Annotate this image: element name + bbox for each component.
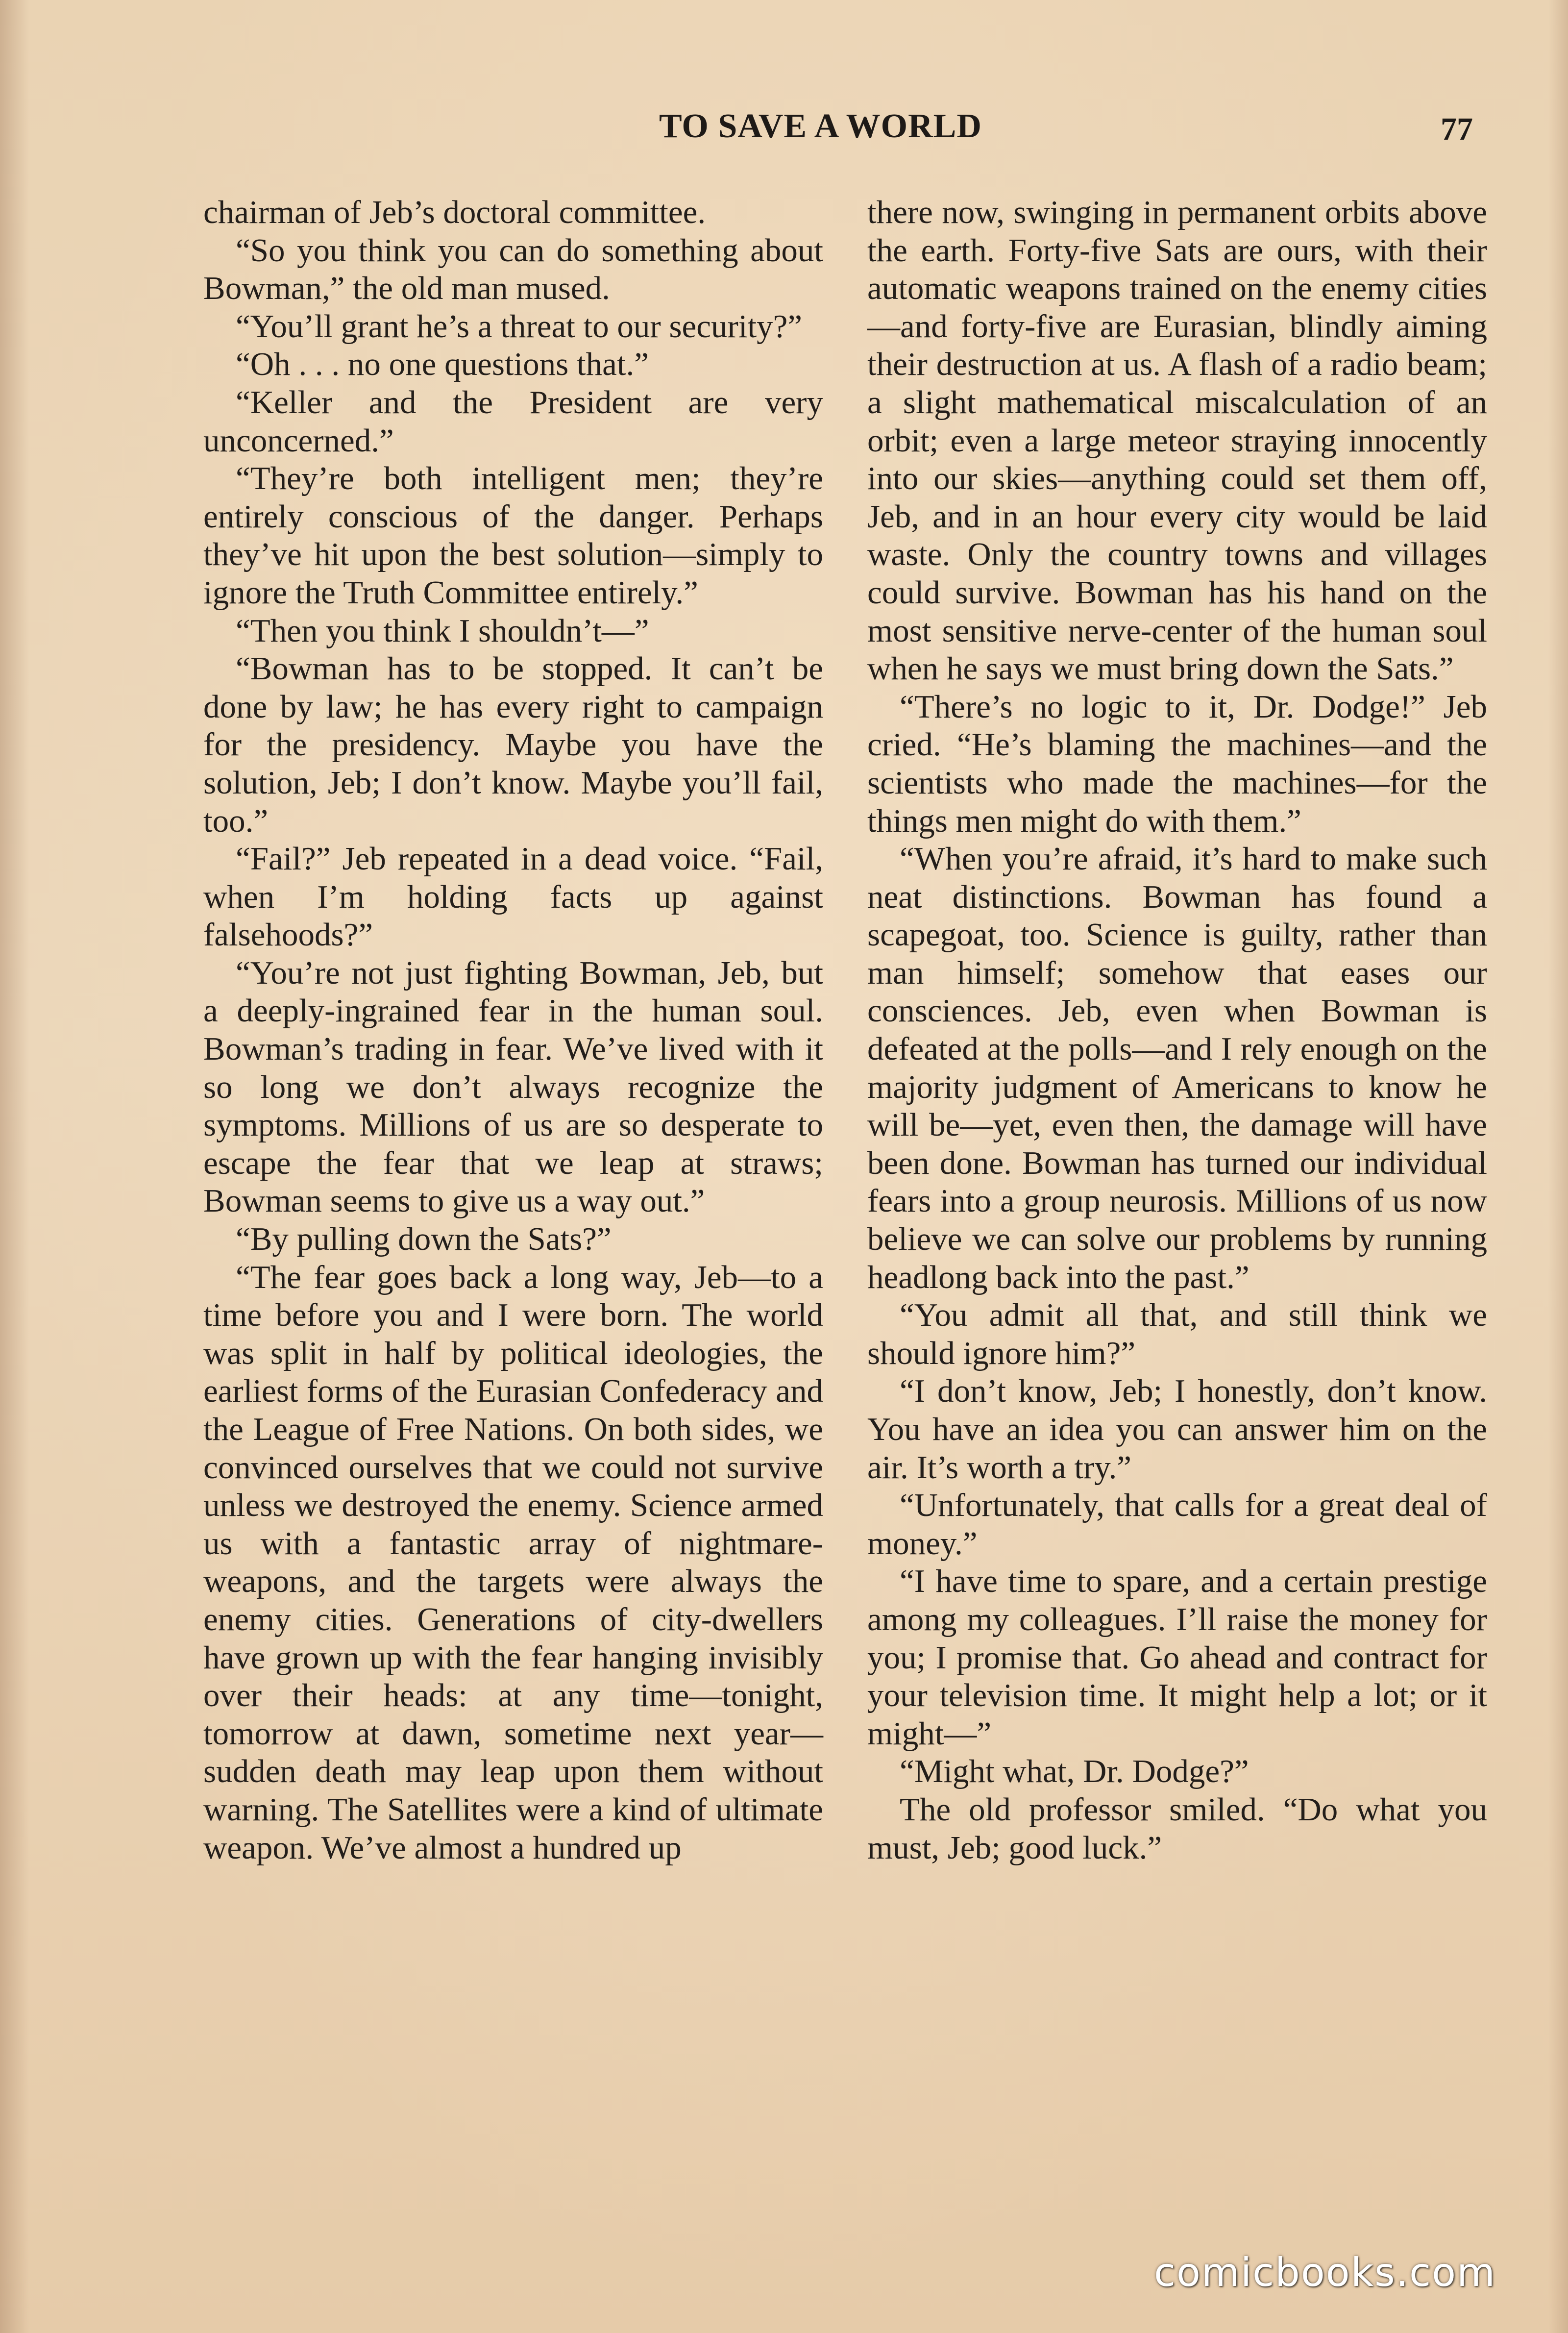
paragraph: “Bowman has to be stopped. It can’t be done by law; he has every right to campaign for the presidency. Maybe you have the solution, Jeb; I don’t know. Maybe you’ll fail, too.” xyxy=(203,650,823,839)
page-header xyxy=(0,107,1568,156)
paragraph: “You admit all that, and still think we should ignore him?” xyxy=(867,1297,1487,1371)
paragraph: “Might what, Dr. Dodge?” xyxy=(900,1753,1249,1790)
paragraph: “Then you think I shouldn’t—” xyxy=(236,612,649,649)
paragraph: “There’s no logic to it, Dr. Dodge!” Jeb cried. “He’s blaming the machines—and the scientists who made the machines—for the things men might do with them.” xyxy=(867,688,1487,839)
paragraph: “So you think you can do something about Bowman,” the old man mused. xyxy=(203,232,823,307)
paragraph: chairman of Jeb’s doctoral committee. xyxy=(203,194,706,230)
right-column xyxy=(867,194,1487,1867)
left-column xyxy=(203,194,823,1867)
paragraph: “By pulling down the Sats?” xyxy=(236,1221,612,1258)
paragraph: there now, swinging in permanent orbits above the earth. Forty-five Sats are ours, with their automatic weapons trained on the enemy cities—and forty-five are Eurasian, blindly aiming their destruction at us. A flash of a radio beam; a slight mathematical miscalculation of an orbit; even a large meteor straying innocently into our skies—anything could set them off, Jeb, and in an hour every city would be laid waste. Only the country towns and villages could survive. Bowman has his hand on the most sensitive nerve-center of the human soul when he says we must bring down the Sats.” xyxy=(867,194,1487,687)
paragraph: “Keller and the President are very unconcerned.” xyxy=(203,384,823,459)
paragraph: “Unfortunately, that calls for a great deal of money.” xyxy=(867,1487,1487,1562)
running-title: TO SAVE A WORLD xyxy=(659,107,982,145)
watermark: comicbooks.com xyxy=(1154,2250,1496,2295)
paragraph: “Oh . . . no one questions that.” xyxy=(236,346,649,383)
paragraph: “Fail?” Jeb repeated in a dead voice. “Fail, when I’m holding facts up against falsehoods?” xyxy=(203,841,823,953)
paragraph: “I have time to spare, and a certain prestige among my colleagues. I’ll raise the money for you; I promise that. Go ahead and contract for your television time. It might help a lot; or it might—” xyxy=(867,1563,1487,1752)
page-number: 77 xyxy=(1441,111,1473,147)
paragraph: The old professor smiled. “Do what you must, Jeb; good luck.” xyxy=(867,1791,1487,1866)
paragraph: “The fear goes back a long way, Jeb—to a time before you and I were born. The world was split in half by political ideologies, the earliest forms of the Eurasian Confederacy and the League of Free Nations. On both sides, we convinced ourselves that we could not survive unless we destroyed the enemy. Science armed us with a fantastic array of nightmare-weapons, and the targets were always the enemy cities. Generations of city-dwellers have grown up with the fear hanging invisibly over their heads: at any time—tonight, tomorrow at dawn, sometime next year—sudden death may leap upon them without warning. The Satellites were a kind of ultimate weapon. We’ve almost a hundred up xyxy=(203,1259,823,1866)
paragraph: “When you’re afraid, it’s hard to make such neat distinctions. Bowman has found a scapegoat, too. Science is guilty, rather than man himself; somehow that eases our consciences. Jeb, even when Bowman is defeated at the polls—and I rely enough on the majority judgment of Americans to know he will be—yet, even then, the damage will have been done. Bowman has turned our individual fears into a group neurosis. Millions of us now believe we can solve our problems by running headlong back into the past.” xyxy=(867,841,1487,1295)
paragraph: “They’re both intelligent men; they’re entirely conscious of the danger. Perhaps they’ve hit upon the best solution—simply to ignore the Truth Committee entirely.” xyxy=(203,460,823,611)
paragraph: “You’ll grant he’s a threat to our security?” xyxy=(236,308,803,345)
paragraph: “You’re not just fighting Bowman, Jeb, but a deeply-ingrained fear in the human soul. Bowman’s trading in fear. We’ve lived with it so long we don’t always recognize the symptoms. Millions of us are so desperate to escape the fear that we leap at straws; Bowman seems to give us a way out.” xyxy=(203,954,823,1219)
paragraph: “I don’t know, Jeb; I honestly, don’t know. You have an idea you can answer him on the air. It’s worth a try.” xyxy=(867,1373,1487,1486)
